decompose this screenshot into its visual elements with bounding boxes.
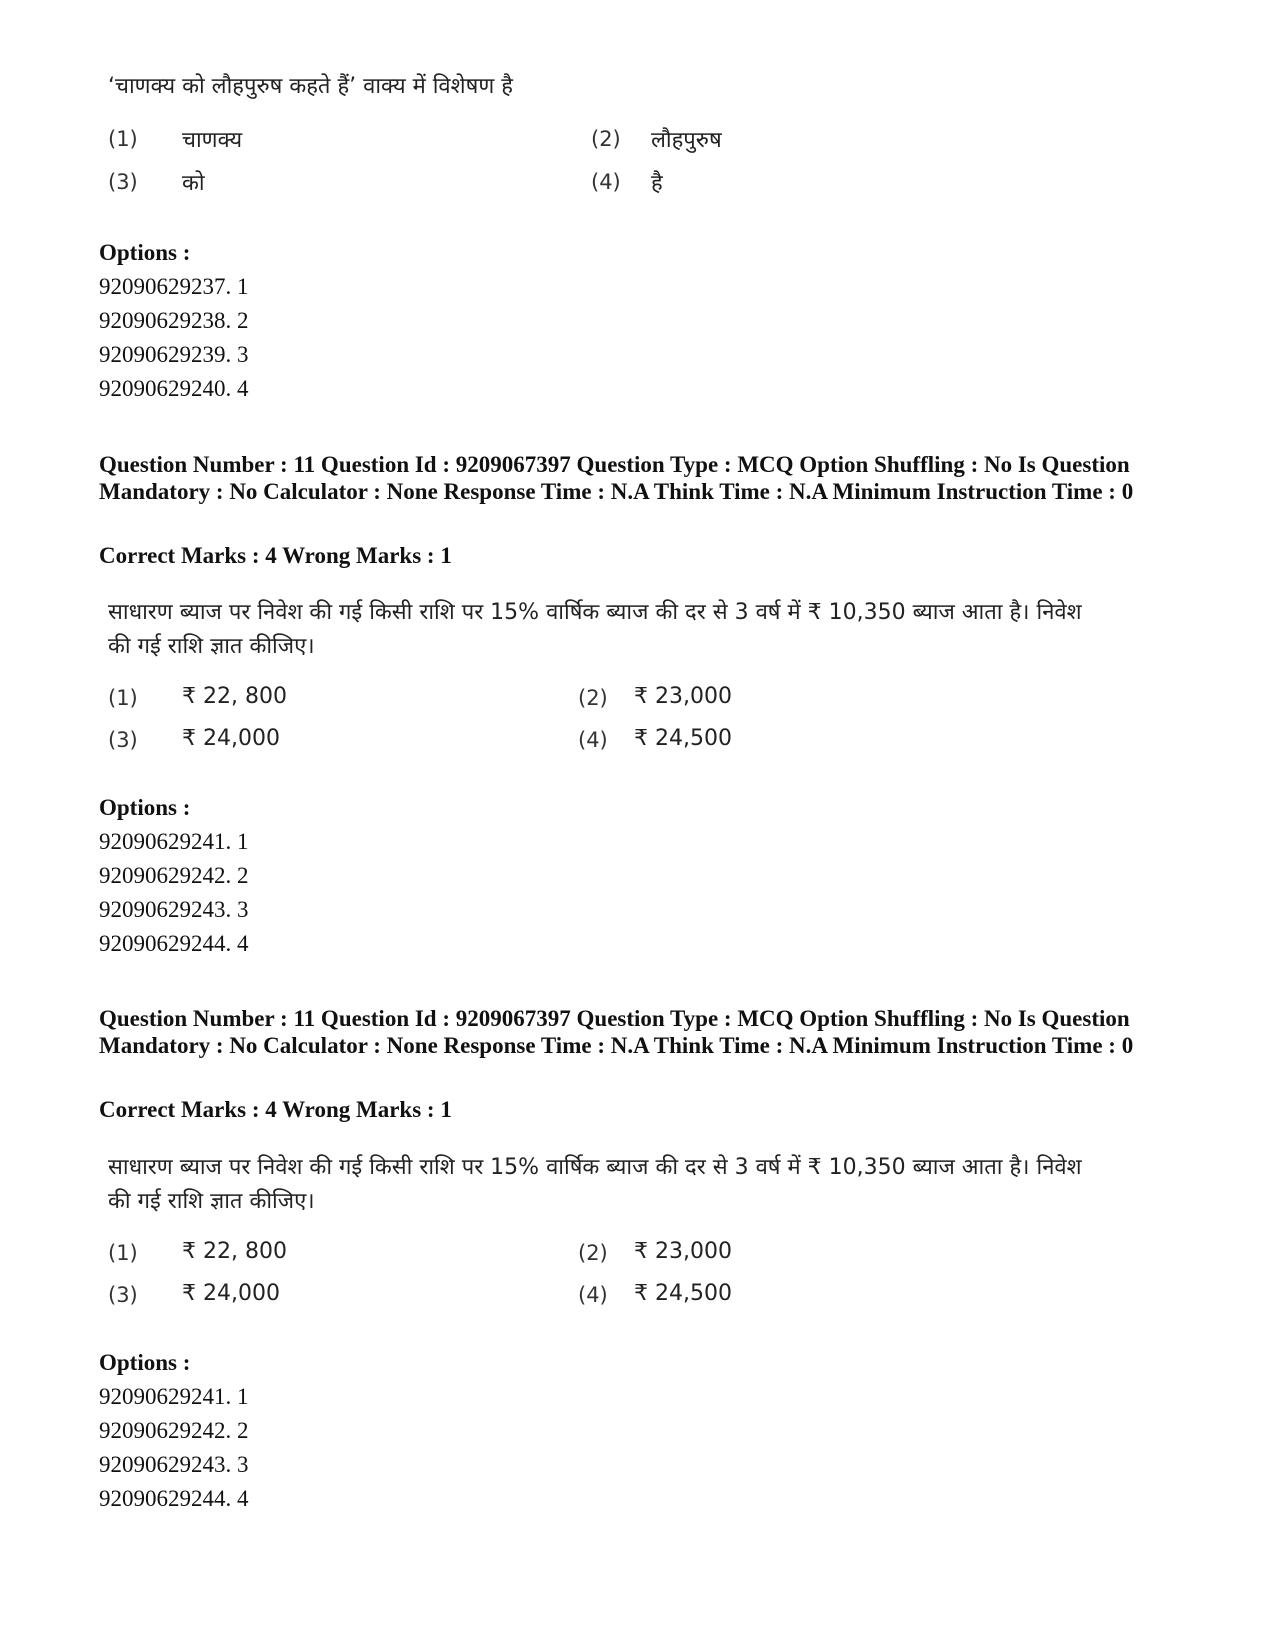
choice-number: (3) [108,728,138,752]
choice-text: ₹ 23,000 [634,1239,732,1264]
choice-number: (2) [578,1241,608,1265]
choice-number: (1) [108,686,138,710]
option-line: 92090629242. 2 [99,863,249,888]
choice-number: (4) [591,170,621,194]
choice-number: (2) [591,127,621,151]
question-marks: Correct Marks : 4 Wrong Marks : 1 [99,543,452,568]
options-label: Options : [99,795,191,820]
choice-number: (4) [578,1283,608,1307]
choice-number: (2) [578,686,608,710]
option-line: 92090629241. 1 [99,829,249,854]
options-label: Options : [99,240,191,265]
option-line: 92090629244. 4 [99,931,249,956]
option-line: 92090629243. 3 [99,1452,249,1477]
choice-number: (3) [108,170,138,194]
choice-text: ₹ 23,000 [634,684,732,709]
choice-text: ₹ 24,000 [182,1281,280,1306]
question-text: ‘चाणक्य को लौहपुरुष कहते हैं’ वाक्य में विशेषण है [108,74,513,99]
question-text: साधारण ब्याज पर निवेश की गई किसी राशि पर 15% वार्षिक ब्याज की दर से 3 वर्ष में ₹ 10,350 ब्याज आता है। निवेश की गई राशि ज्ञात कीजिए। [108,1155,1082,1214]
question-text: साधारण ब्याज पर निवेश की गई किसी राशि पर 15% वार्षिक ब्याज की दर से 3 वर्ष में ₹ 10,350 ब्याज आता है। निवेश की गई राशि ज्ञात कीजिए। [108,600,1082,659]
choice-text: चाणक्य [182,128,243,153]
choice-number: (1) [108,1241,138,1265]
option-line: 92090629239. 3 [99,342,249,367]
option-line: 92090629240. 4 [99,376,249,401]
choice-number: (3) [108,1283,138,1307]
question-meta: Question Number : 11 Question Id : 9209067397 Question Type : MCQ Option Shuffling : No Is Question Mandatory : No Calculator : None Response Time : N.A Think Time : N.A Minimum Instruction Time : 0 [99,452,1134,504]
choice-text: ₹ 22, 800 [182,684,287,709]
choice-text: ₹ 24,000 [182,726,280,751]
question-marks: Correct Marks : 4 Wrong Marks : 1 [99,1097,452,1122]
question-meta: Question Number : 11 Question Id : 9209067397 Question Type : MCQ Option Shuffling : No Is Question Mandatory : No Calculator : None Response Time : N.A Think Time : N.A Minimum Instruction Time : 0 [99,1006,1134,1058]
option-line: 92090629243. 3 [99,897,249,922]
option-line: 92090629242. 2 [99,1418,249,1443]
choice-text: है [651,171,663,196]
option-line: 92090629244. 4 [99,1486,249,1511]
choice-text: ₹ 24,500 [634,726,732,751]
options-label: Options : [99,1350,191,1375]
choice-number: (1) [108,127,138,151]
choice-text: ₹ 24,500 [634,1281,732,1306]
option-line: 92090629237. 1 [99,274,249,299]
choice-text: को [182,171,205,196]
choice-text: लौहपुरुष [651,128,722,153]
option-line: 92090629238. 2 [99,308,249,333]
choice-text: ₹ 22, 800 [182,1239,287,1264]
choice-number: (4) [578,728,608,752]
option-line: 92090629241. 1 [99,1384,249,1409]
